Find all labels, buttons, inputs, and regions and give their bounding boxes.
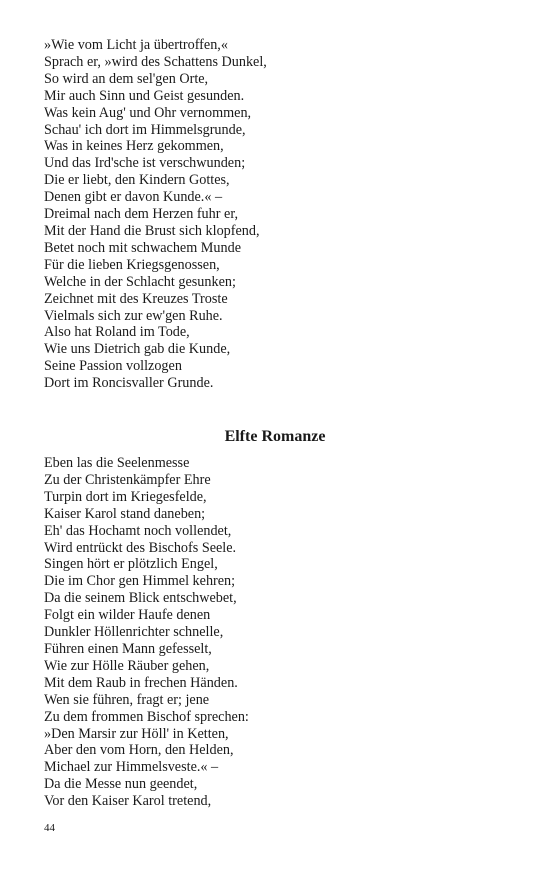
verse-line: Kaiser Karol stand daneben;: [44, 505, 206, 522]
verse-line: Singen hört er plötzlich Engel,: [44, 556, 218, 573]
verse-line: Denen gibt er davon Kunde.« –: [44, 189, 223, 206]
verse-line: Wird entrückt des Bischofs Seele.: [44, 539, 237, 556]
verse-line: Eh' das Hochamt noch vollendet,: [44, 522, 232, 539]
verse-block-previous-romance: [44, 37, 267, 392]
page-number: 44: [44, 822, 55, 834]
verse-line: Was in keines Herz gekommen,: [44, 138, 224, 155]
verse-line: Zeichnet mit des Kreuzes Troste: [44, 290, 228, 307]
verse-line: Seine Passion vollzogen: [44, 358, 182, 375]
verse-line: Mit dem Raub in frechen Händen.: [44, 674, 238, 691]
verse-line: Vor den Kaiser Karol tretend,: [44, 793, 212, 810]
verse-line: Zu dem frommen Bischof sprechen:: [44, 708, 249, 725]
verse-line: Die er liebt, den Kindern Gottes,: [44, 172, 230, 189]
verse-line: Mir auch Sinn und Geist gesunden.: [44, 87, 245, 104]
verse-line: Welche in der Schlacht gesunken;: [44, 273, 236, 290]
verse-line: Eben las die Seelenmesse: [44, 455, 190, 471]
verse-line: Und das Ird'sche ist verschwunden;: [44, 155, 246, 172]
verse-line: Was kein Aug' und Ohr vernommen,: [44, 104, 252, 121]
verse-line: Turpin dort im Kriegesfelde,: [44, 488, 207, 505]
verse-line: Schau' ich dort im Himmelsgrunde,: [44, 121, 246, 138]
verse-line: Da die Messe nun geendet,: [44, 776, 198, 793]
verse-line: Betet noch mit schwachem Munde: [44, 239, 241, 256]
verse-line: »Den Marsir zur Höll' in Ketten,: [44, 725, 229, 742]
verse-line: Dort im Roncisvaller Grunde.: [44, 375, 214, 392]
verse-line: Wie uns Dietrich gab die Kunde,: [44, 341, 231, 358]
verse-line: Folgt ein wilder Haufe denen: [44, 607, 211, 624]
verse-line: Vielmals sich zur ew'gen Ruhe.: [44, 307, 223, 324]
verse-line: »Wie vom Licht ja übertroffen,«: [44, 37, 228, 53]
verse-line: So wird an dem sel'gen Orte,: [44, 70, 209, 87]
verse-line: Da die seinem Blick entschwebet,: [44, 590, 237, 607]
verse-line: Führen einen Mann gefesselt,: [44, 640, 212, 657]
verse-line: Dunkler Höllenrichter schnelle,: [44, 624, 224, 641]
section-heading: Elfte Romanze: [224, 428, 326, 445]
verse-line: Zu der Christenkämpfer Ehre: [44, 471, 211, 488]
verse-line: Dreimal nach dem Herzen fuhr er,: [44, 206, 239, 223]
verse-line: Also hat Roland im Tode,: [44, 324, 190, 341]
verse-line: Michael zur Himmelsveste.« –: [44, 759, 219, 776]
verse-line: Sprach er, »wird des Schattens Dunkel,: [44, 53, 267, 70]
verse-line: Die im Chor gen Himmel kehren;: [44, 573, 236, 590]
verse-line: Aber den vom Horn, den Helden,: [44, 742, 234, 759]
verse-line: Mit der Hand die Brust sich klopfend,: [44, 222, 260, 239]
verse-line: Wen sie führen, fragt er; jene: [44, 691, 210, 708]
verse-line: Wie zur Hölle Räuber gehen,: [44, 657, 210, 674]
verse-line: Für die lieben Kriegsgenossen,: [44, 256, 220, 273]
verse-block-elfte-romanze: [44, 455, 249, 810]
